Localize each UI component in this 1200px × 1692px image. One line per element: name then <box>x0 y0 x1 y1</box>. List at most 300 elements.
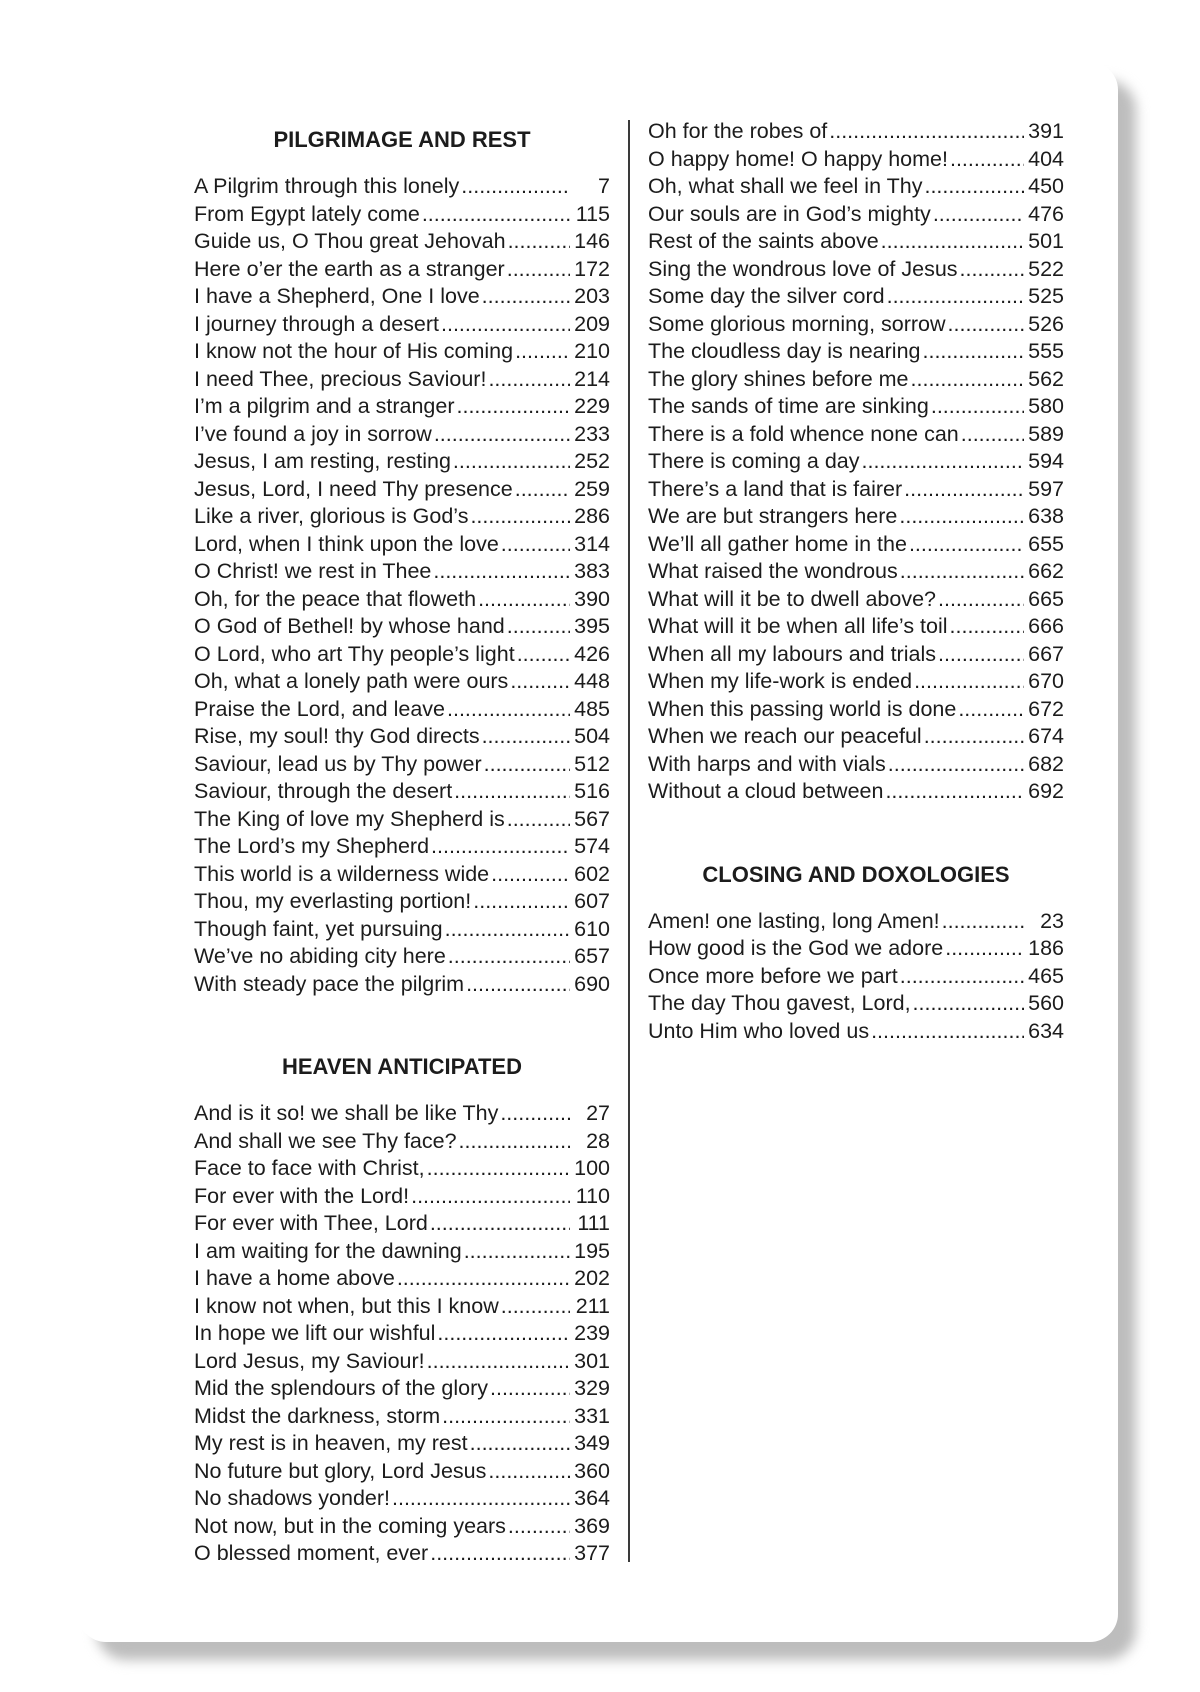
hymn-number: 610 <box>574 916 610 941</box>
index-entry <box>648 173 1064 201</box>
hymn-title: O blessed moment, ever <box>194 1541 429 1565</box>
hymn-title: We’ll all gather home in the <box>648 531 907 556</box>
hymn-title: Face to face with Christ, <box>194 1156 425 1180</box>
hymn-number: 391 <box>1028 119 1064 143</box>
hymn-number: 597 <box>1028 476 1064 501</box>
dot-leader <box>454 778 570 806</box>
hymn-number: 390 <box>574 586 610 611</box>
index-entry <box>194 888 610 916</box>
hymn-number: 28 <box>586 1128 610 1153</box>
hymn-title: Rest of the saints above <box>648 229 879 253</box>
hymn-number: 404 <box>1028 146 1064 171</box>
hymn-title: When my life-work is ended <box>648 669 913 693</box>
index-entry <box>194 366 610 394</box>
dot-leader <box>488 1458 570 1486</box>
hymn-number: 516 <box>574 779 610 803</box>
dot-leader <box>434 421 570 449</box>
index-entry <box>648 311 1064 339</box>
dot-leader <box>464 1238 570 1266</box>
hymn-title: No shadows yonder! <box>194 1486 390 1510</box>
dot-leader <box>430 1210 570 1238</box>
hymn-title: Not now, but in the coming years <box>194 1513 506 1538</box>
hymn-title: What raised the wondrous <box>648 559 898 583</box>
index-entry <box>194 1265 610 1293</box>
dot-leader <box>430 1540 570 1568</box>
dot-leader <box>871 1018 1024 1046</box>
hymn-title: A Pilgrim through this lonely <box>194 174 460 198</box>
dot-leader <box>490 1375 570 1403</box>
hymn-title: O Lord, who art Thy people’s light <box>194 641 515 666</box>
index-entry <box>648 228 1064 256</box>
dot-leader <box>442 1403 570 1431</box>
hymn-number: 7 <box>598 174 610 198</box>
index-entry <box>194 668 610 696</box>
index-entry <box>194 1100 610 1128</box>
index-entry <box>194 448 610 476</box>
index-entry <box>194 1375 610 1403</box>
hymn-number: 594 <box>1028 449 1064 473</box>
hymn-title: O Christ! we rest in Thee <box>194 559 432 583</box>
index-entry <box>194 1458 610 1486</box>
dot-leader <box>392 1485 570 1513</box>
hymn-title: Oh for the robes of <box>648 119 828 143</box>
hymn-title: How good is the God we adore <box>648 936 944 960</box>
index-entry <box>648 963 1064 991</box>
hymn-number: 555 <box>1028 339 1064 363</box>
dot-leader <box>950 613 1024 641</box>
hymn-number: 504 <box>574 724 610 748</box>
dot-leader <box>501 1293 570 1321</box>
hymn-title: The King of love my Shepherd is <box>194 806 505 831</box>
index-entry <box>194 228 610 256</box>
hymn-number: 383 <box>574 559 610 583</box>
index-entry <box>194 201 610 229</box>
hymn-title: For ever with Thee, Lord <box>194 1211 428 1235</box>
hymn-title: There is coming a day <box>648 449 860 473</box>
index-entry <box>194 586 610 614</box>
left-column <box>194 118 610 1568</box>
index-entry <box>194 311 610 339</box>
hymn-number: 209 <box>574 311 610 336</box>
hymn-title: When all my labours and trials <box>648 641 936 666</box>
hymn-title: Saviour, lead us by Thy power <box>194 751 482 776</box>
index-entry <box>194 1540 610 1568</box>
dot-leader <box>478 586 570 614</box>
hymn-number: 670 <box>1028 669 1064 693</box>
index-entry <box>648 613 1064 641</box>
hymn-number: 202 <box>574 1266 610 1290</box>
hymn-title: I have a home above <box>194 1266 395 1290</box>
hymn-number: 111 <box>577 1211 610 1235</box>
hymn-title: Saviour, through the desert <box>194 779 453 803</box>
index-entry <box>194 558 610 586</box>
hymn-title: With harps and with vials <box>648 751 886 776</box>
hymn-number: 395 <box>574 614 610 638</box>
hymn-number: 692 <box>1028 779 1064 803</box>
dot-leader <box>507 256 570 284</box>
index-entry <box>648 723 1064 751</box>
section-heading-pilgrimage-and-rest: PILGRIMAGE AND REST <box>273 127 531 152</box>
hymn-title: Lord Jesus, my Saviour! <box>194 1348 425 1373</box>
hymn-number: 229 <box>574 394 610 418</box>
dot-leader <box>453 448 570 476</box>
hymn-number: 580 <box>1028 394 1064 418</box>
index-entry <box>648 641 1064 669</box>
dot-leader <box>881 228 1024 256</box>
hymn-number: 665 <box>1028 586 1064 611</box>
dot-leader <box>441 311 570 339</box>
dot-leader <box>473 888 570 916</box>
index-entry <box>648 751 1064 779</box>
index-entry <box>194 723 610 751</box>
dot-leader <box>461 173 570 201</box>
hymn-number: 146 <box>574 229 610 253</box>
dot-leader <box>933 201 1024 229</box>
index-entry <box>194 1183 610 1211</box>
hymn-number: 203 <box>574 284 610 308</box>
section-heading-closing-and-doxologies: CLOSING AND DOXOLOGIES <box>702 861 1010 887</box>
dot-leader <box>900 963 1024 991</box>
index-entry <box>194 173 610 201</box>
dot-leader <box>960 256 1024 284</box>
hymn-number: 589 <box>1028 421 1064 446</box>
index-entry <box>648 338 1064 366</box>
hymn-title: For ever with the Lord! <box>194 1183 410 1208</box>
index-entry <box>648 990 1064 1018</box>
hymn-title: Guide us, O Thou great Jehovah <box>194 229 506 253</box>
index-entry <box>648 668 1064 696</box>
dot-leader <box>885 778 1024 806</box>
hymn-title: I have a Shepherd, One I love <box>194 284 480 308</box>
dot-leader <box>862 448 1024 476</box>
index-entry <box>194 916 610 944</box>
hymn-title: My rest is in heaven, my rest <box>194 1431 468 1455</box>
hymn-title: The sands of time are sinking <box>648 394 929 418</box>
hymn-title: Unto Him who loved us <box>648 1018 870 1043</box>
index-entry <box>648 201 1064 229</box>
hymn-title: The day Thou gavest, Lord, <box>648 991 911 1015</box>
dot-leader <box>422 201 570 229</box>
hymn-title: I am waiting for the dawning <box>194 1238 462 1263</box>
hymn-title: O happy home! O happy home! <box>648 146 948 171</box>
hymn-title: Without a cloud between <box>648 779 884 803</box>
hymn-title: There is a fold whence none can <box>648 421 959 446</box>
hymn-number: 23 <box>1040 908 1064 933</box>
dot-leader <box>508 228 570 256</box>
hymn-title: With steady pace the pilgrim <box>194 971 465 996</box>
index-entry <box>194 613 610 641</box>
dot-leader <box>948 311 1024 339</box>
hymn-title: The Lord’s my Shepherd <box>194 834 430 858</box>
index-entry <box>194 421 610 449</box>
dot-leader <box>938 586 1024 614</box>
hymn-number: 301 <box>574 1348 610 1373</box>
hymn-number: 214 <box>574 366 610 391</box>
hymn-number: 662 <box>1028 559 1064 583</box>
dot-leader <box>427 1155 570 1183</box>
hymn-number: 286 <box>574 504 610 528</box>
index-entry <box>194 778 610 806</box>
dot-leader <box>961 421 1024 449</box>
index-entry <box>194 943 610 971</box>
hymn-number: 667 <box>1028 641 1064 666</box>
hymn-title: From Egypt lately come <box>194 201 420 226</box>
hymn-number: 377 <box>574 1541 610 1565</box>
dot-leader <box>466 971 570 999</box>
hymn-number: 690 <box>574 971 610 996</box>
hymn-title: We are but strangers here <box>648 504 898 528</box>
hymn-title: Oh, what shall we feel in Thy <box>648 174 923 198</box>
hymn-title: We’ve no abiding city here <box>194 944 446 968</box>
hymn-number: 100 <box>574 1156 610 1180</box>
index-entry <box>194 1348 610 1376</box>
hymn-number: 607 <box>574 889 610 913</box>
dot-leader <box>448 943 570 971</box>
index-entry <box>194 1293 610 1321</box>
dot-leader <box>508 1513 570 1541</box>
hymn-title: Oh, for the peace that floweth <box>194 586 477 611</box>
dot-leader <box>923 338 1025 366</box>
hymn-title: I know not when, but this I know <box>194 1293 499 1318</box>
dot-leader <box>515 476 570 504</box>
index-entry <box>194 861 610 889</box>
index-entry <box>648 503 1064 531</box>
index-entry <box>194 1513 610 1541</box>
dot-leader <box>491 861 570 889</box>
dot-leader <box>427 1348 570 1376</box>
hymn-title: Thou, my everlasting portion! <box>194 889 472 913</box>
hymn-number: 259 <box>574 476 610 501</box>
hymn-title: Lord, when I think upon the love <box>194 531 499 556</box>
hymn-number: 657 <box>574 944 610 968</box>
index-entry <box>194 1403 610 1431</box>
hymn-number: 210 <box>574 339 610 363</box>
dot-leader <box>433 558 570 586</box>
hymn-number: 211 <box>575 1293 610 1318</box>
hymn-title: Amen! one lasting, long Amen! <box>648 908 940 933</box>
dot-leader <box>938 641 1024 669</box>
index-entry <box>648 558 1064 586</box>
hymn-title: Though faint, yet pursuing <box>194 916 443 941</box>
index-entry <box>648 531 1064 559</box>
dot-leader <box>888 751 1024 779</box>
hymn-number: 172 <box>574 256 610 281</box>
hymn-title: The glory shines before me <box>648 366 909 391</box>
hymn-title: No future but glory, Lord Jesus <box>194 1458 487 1483</box>
hymn-number: 186 <box>1028 936 1064 960</box>
hymn-title: Some glorious morning, sorrow <box>648 311 946 336</box>
hymn-number: 602 <box>574 861 610 886</box>
dot-leader <box>517 641 570 669</box>
hymn-number: 682 <box>1028 751 1064 776</box>
hymn-number: 525 <box>1028 284 1064 308</box>
hymn-number: 574 <box>574 834 610 858</box>
hymn-number: 115 <box>575 201 610 226</box>
hymn-number: 465 <box>1028 963 1064 988</box>
hymn-title: O God of Bethel! by whose hand <box>194 614 505 638</box>
index-entry <box>194 1320 610 1348</box>
hymn-title: Mid the splendours of the glory <box>194 1376 488 1400</box>
hymn-number: 634 <box>1028 1018 1064 1043</box>
hymn-title: When we reach our peaceful <box>648 724 922 748</box>
dot-leader <box>445 916 570 944</box>
hymn-number: 567 <box>574 806 610 831</box>
dot-leader <box>447 696 570 724</box>
dot-leader <box>942 908 1024 936</box>
index-entry <box>194 641 610 669</box>
hymn-number: 331 <box>574 1403 610 1428</box>
hymn-number: 638 <box>1028 504 1064 528</box>
dot-leader <box>507 806 570 834</box>
hymn-number: 655 <box>1028 531 1064 556</box>
index-entry <box>194 531 610 559</box>
dot-leader <box>431 833 570 861</box>
hymn-number: 672 <box>1028 696 1064 721</box>
hymn-number: 450 <box>1028 174 1064 198</box>
dot-leader <box>482 283 570 311</box>
dot-leader <box>484 751 570 779</box>
dot-leader <box>482 723 570 751</box>
index-entry <box>194 393 610 421</box>
dot-leader <box>397 1265 570 1293</box>
index-entry <box>648 393 1064 421</box>
hymn-title: There’s a land that is fairer <box>648 476 903 501</box>
hymn-title: I’ve found a joy in sorrow <box>194 421 432 446</box>
hymn-number: 329 <box>574 1376 610 1400</box>
dot-leader <box>924 173 1024 201</box>
dot-leader <box>507 613 570 641</box>
index-entry <box>194 1485 610 1513</box>
index-entry <box>648 778 1064 806</box>
dot-leader <box>958 696 1024 724</box>
section-heading-heaven-anticipated: HEAVEN ANTICIPATED <box>282 1054 522 1079</box>
index-entry <box>648 935 1064 963</box>
hymn-title: When this passing world is done <box>648 696 957 721</box>
hymn-number: 252 <box>574 449 610 473</box>
index-entry <box>648 476 1064 504</box>
index-entry <box>648 366 1064 394</box>
hymn-title: Some day the silver cord <box>648 284 885 308</box>
hymn-number: 233 <box>574 421 610 446</box>
index-entry <box>194 256 610 284</box>
hymn-number: 485 <box>574 696 610 721</box>
index-entry <box>194 833 610 861</box>
hymn-number: 364 <box>574 1486 610 1510</box>
dot-leader <box>500 1100 570 1128</box>
index-entry <box>194 476 610 504</box>
index-entry <box>194 1430 610 1458</box>
hymn-number: 314 <box>574 531 610 556</box>
hymn-title: The cloudless day is nearing <box>648 339 921 363</box>
dot-leader <box>411 1183 570 1211</box>
hymn-number: 562 <box>1028 366 1064 391</box>
index-entry <box>648 586 1064 614</box>
dot-leader <box>913 990 1024 1018</box>
hymn-number: 110 <box>575 1183 610 1208</box>
hymn-title: In hope we lift our wishful <box>194 1321 436 1345</box>
hymn-title: Praise the Lord, and leave <box>194 696 445 721</box>
hymn-title: Once more before we part <box>648 963 898 988</box>
index-entry <box>194 283 610 311</box>
index-page <box>78 62 1118 1642</box>
dot-leader <box>510 668 570 696</box>
hymn-number: 512 <box>574 751 610 776</box>
hymn-title: Sing the wondrous love of Jesus <box>648 256 958 281</box>
dot-leader <box>829 118 1024 146</box>
hymn-title: And shall we see Thy face? <box>194 1128 457 1153</box>
index-entry <box>648 146 1064 174</box>
index-entry <box>194 503 610 531</box>
hymn-title: What will it be when all life’s toil <box>648 614 948 638</box>
dot-leader <box>437 1320 570 1348</box>
hymn-number: 526 <box>1028 311 1064 336</box>
index-entry <box>648 1018 1064 1046</box>
hymn-number: 674 <box>1028 724 1064 748</box>
hymn-title: I’m a pilgrim and a stranger <box>194 394 455 418</box>
index-entry <box>648 118 1064 146</box>
hymn-number: 501 <box>1028 229 1064 253</box>
dot-leader <box>457 393 571 421</box>
hymn-title: Like a river, glorious is God’s <box>194 504 469 528</box>
hymn-number: 666 <box>1028 614 1064 638</box>
hymn-number: 360 <box>574 1458 610 1483</box>
dot-leader <box>909 531 1024 559</box>
dot-leader <box>515 338 570 366</box>
dot-leader <box>470 1430 570 1458</box>
hymn-title: I know not the hour of His coming <box>194 339 514 363</box>
index-entry <box>194 1210 610 1238</box>
dot-leader <box>950 146 1024 174</box>
hymn-number: 476 <box>1028 201 1064 226</box>
hymn-title: What will it be to dwell above? <box>648 586 937 611</box>
index-entry <box>648 256 1064 284</box>
index-entry <box>648 283 1064 311</box>
index-entry <box>194 751 610 779</box>
index-entry <box>194 338 610 366</box>
hymn-number: 448 <box>574 669 610 693</box>
hymn-title: This world is a wilderness wide <box>194 861 490 886</box>
hymn-title: Jesus, Lord, I need Thy presence <box>194 476 513 501</box>
hymn-number: 195 <box>574 1238 610 1263</box>
hymn-number: 369 <box>574 1513 610 1538</box>
index-entry <box>194 971 610 999</box>
hymn-title: Oh, what a lonely path were ours <box>194 669 509 693</box>
hymn-number: 239 <box>574 1321 610 1345</box>
section-spacer <box>194 998 610 1045</box>
index-entry <box>648 908 1064 936</box>
right-column <box>648 118 1064 1045</box>
hymn-title: And is it so! we shall be like Thy <box>194 1101 499 1125</box>
index-entry <box>648 448 1064 476</box>
index-entry <box>194 1155 610 1183</box>
dot-leader <box>914 668 1024 696</box>
hymn-title: Rise, my soul! thy God directs <box>194 724 480 748</box>
hymn-title: I need Thee, precious Saviour! <box>194 366 487 391</box>
hymn-number: 349 <box>574 1431 610 1455</box>
hymn-number: 426 <box>574 641 610 666</box>
index-entry <box>194 696 610 724</box>
hymn-title: I journey through a desert <box>194 311 440 336</box>
hymn-title: Midst the darkness, storm <box>194 1403 441 1428</box>
index-entry <box>194 806 610 834</box>
dot-leader <box>470 503 570 531</box>
hymn-title: Here o’er the earth as a stranger <box>194 256 505 281</box>
section-spacer <box>648 806 1064 853</box>
dot-leader <box>459 1128 570 1156</box>
hymn-number: 27 <box>586 1101 610 1125</box>
dot-leader <box>887 283 1024 311</box>
hymn-title: Jesus, I am resting, resting <box>194 449 451 473</box>
